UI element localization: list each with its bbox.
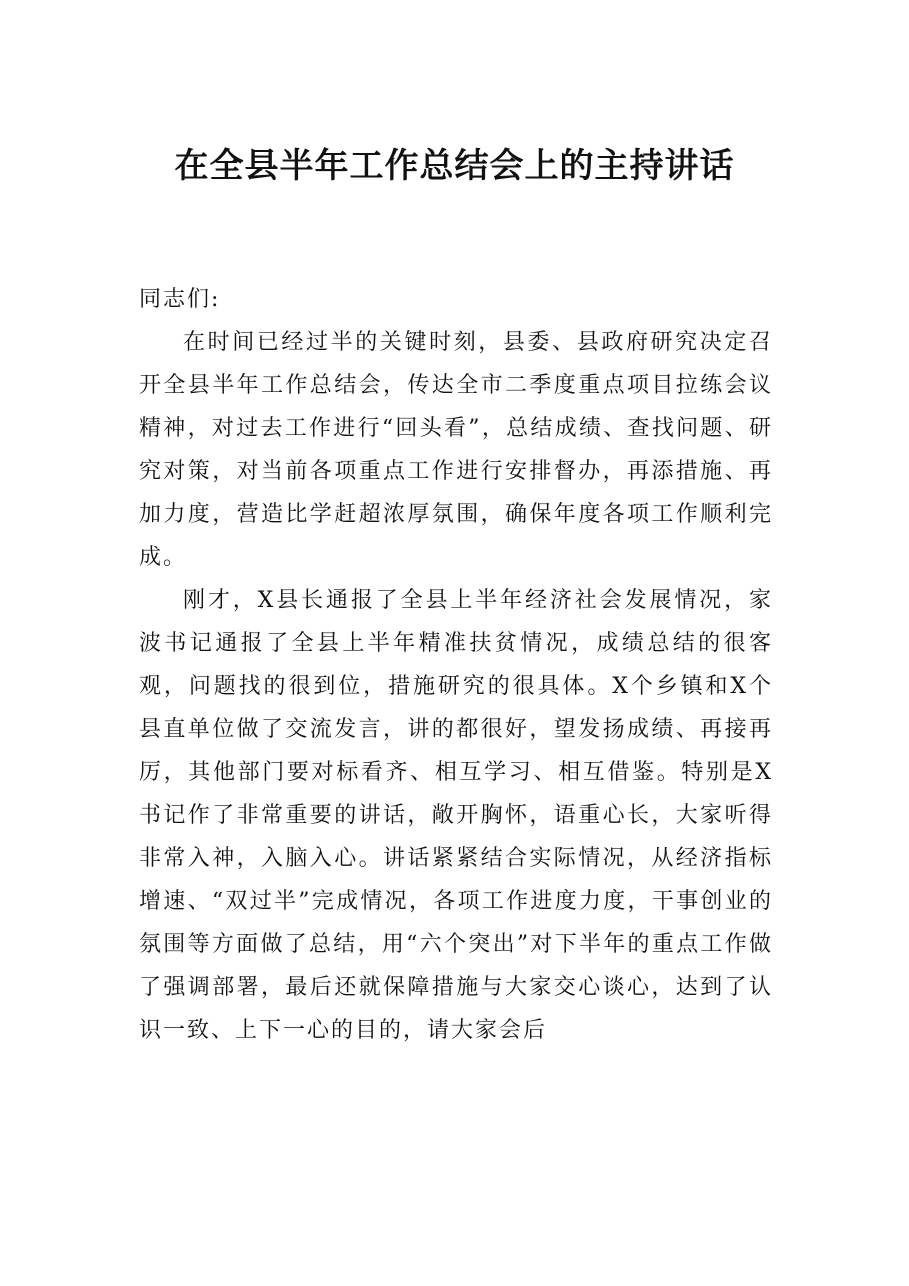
document-title: 在全县半年工作总结会上的主持讲话	[174, 146, 735, 186]
document-body	[139, 278, 773, 1052]
paragraph-opening: 在时间已经过半的关键时刻，县委、县政府研究决定召开全县半年工作总结会，传达全市二季度重点项目拉练会议精神，对过去工作进行“回头看”，总结成绩、查找问题、研究对策，对当前各项重点工作进行安排督办，再添措施、再加力度，营造比学赶超浓厚氛围，确保年度各项工作顺利完成。	[139, 330, 773, 570]
paragraph-review: 刚才，X县长通报了全县上半年经济社会发展情况，家波书记通报了全县上半年精准扶贫情况，成绩总结的很客观，问题找的很到位，措施研究的很具体。X个乡镇和X个县直单位做了交流发言，讲的都很好，望发扬成绩、再接再厉，其他部门要对标看齐、相互学习、相互借鉴。特别是X书记作了非常重要的讲话，敞开胸怀，语重心长，大家听得非常入神，入脑入心。讲话紧紧结合实际情况，从经济指标增速、“双过半”完成情况，各项工作进度力度，干事创业的氛围等方面做了总结，用“六个突出”对下半年的重点工作做了强调部署，最后还就保障措施与大家交心谈心，达到了认识一致、上下一心的目的，请大家会后	[139, 588, 773, 1043]
greeting: 同志们:	[139, 287, 221, 312]
